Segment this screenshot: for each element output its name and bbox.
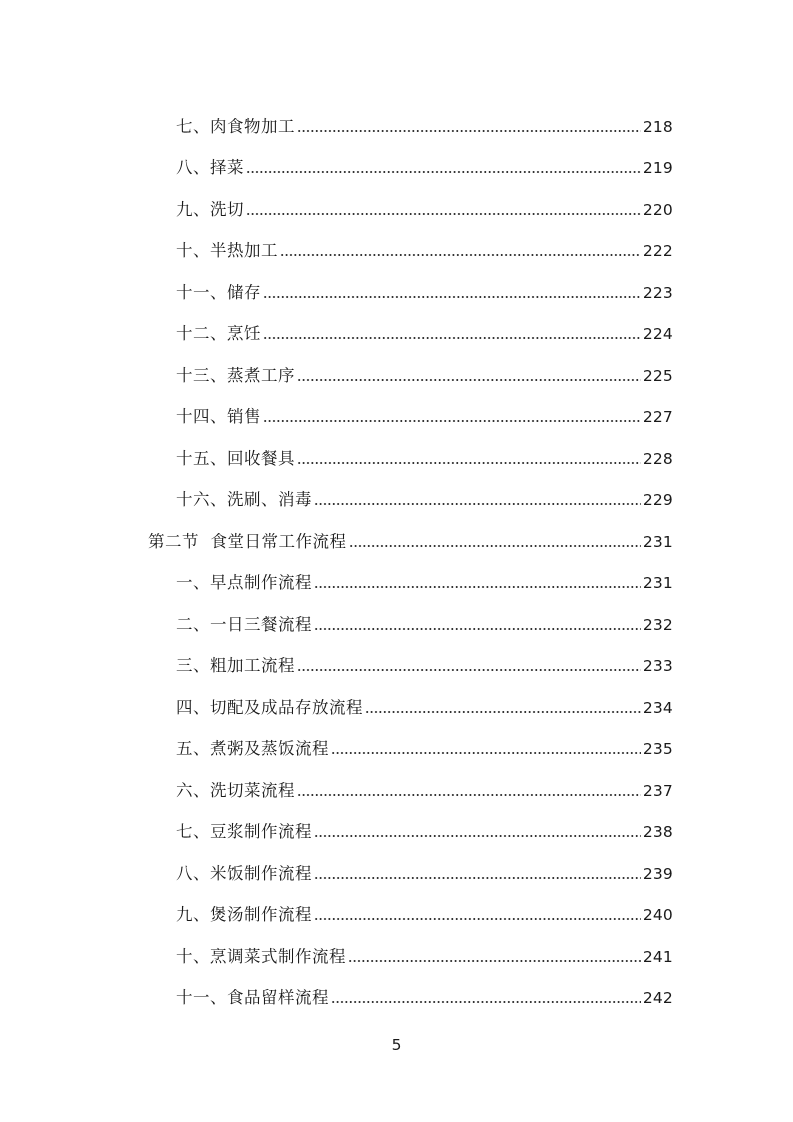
toc-dot-leader bbox=[297, 793, 641, 797]
toc-dot-leader bbox=[263, 336, 641, 340]
toc-entry-page: 231 bbox=[642, 532, 673, 551]
toc-entry-page: 234 bbox=[642, 698, 673, 717]
toc-dot-leader bbox=[297, 668, 641, 672]
toc-dot-leader bbox=[314, 502, 641, 506]
toc-entry-title: 十三、蒸煮工序 bbox=[176, 365, 295, 385]
toc-dot-leader bbox=[331, 751, 641, 755]
toc-entry-page: 218 bbox=[642, 117, 673, 136]
toc-entry-title: 十四、销售 bbox=[176, 407, 261, 426]
toc-entry-title: 十六、洗刷、消毒 bbox=[176, 490, 312, 509]
toc-entry[interactable] bbox=[0, 677, 793, 719]
table-of-contents bbox=[0, 96, 793, 1009]
toc-entry-page: 223 bbox=[642, 283, 673, 302]
toc-dot-leader bbox=[331, 1000, 641, 1004]
toc-dot-leader bbox=[297, 129, 641, 133]
toc-dot-leader bbox=[314, 627, 641, 631]
toc-entry-title: 七、豆浆制作流程 bbox=[176, 822, 312, 841]
toc-entry-title: 九、洗切 bbox=[176, 199, 244, 219]
toc-entry[interactable] bbox=[0, 926, 793, 968]
toc-entry-page: 224 bbox=[642, 325, 673, 343]
toc-dot-leader bbox=[314, 585, 641, 589]
toc-entry-page: 222 bbox=[642, 242, 673, 260]
toc-entry[interactable] bbox=[0, 428, 793, 470]
toc-dot-leader bbox=[314, 917, 641, 921]
toc-dot-leader bbox=[263, 295, 641, 299]
toc-entry-page: 240 bbox=[642, 906, 673, 924]
toc-entry[interactable] bbox=[0, 553, 793, 595]
toc-entry[interactable] bbox=[0, 262, 793, 304]
toc-entry-title: 八、择菜 bbox=[176, 158, 244, 177]
toc-dot-leader bbox=[263, 419, 641, 423]
toc-entry-page: 225 bbox=[642, 366, 673, 385]
toc-entry-page: 220 bbox=[642, 200, 673, 219]
toc-dot-leader bbox=[297, 461, 641, 465]
toc-entry[interactable] bbox=[0, 594, 793, 636]
toc-entry-title: 二、一日三餐流程 bbox=[176, 614, 312, 634]
toc-entry[interactable] bbox=[0, 802, 793, 844]
toc-entry[interactable] bbox=[0, 719, 793, 761]
toc-entry-title: 十五、回收餐具 bbox=[176, 448, 295, 468]
toc-dot-leader bbox=[349, 544, 641, 548]
toc-dot-leader bbox=[365, 710, 641, 714]
toc-entry-title: 八、米饭制作流程 bbox=[176, 863, 312, 883]
toc-entry-title: 十一、食品留样流程 bbox=[176, 988, 329, 1007]
toc-dot-leader bbox=[246, 212, 641, 216]
toc-entry-title: 三、粗加工流程 bbox=[176, 656, 295, 675]
toc-entry-title: 十一、储存 bbox=[176, 282, 261, 302]
toc-entry-title: 四、切配及成品存放流程 bbox=[176, 697, 363, 717]
toc-entry-title: 六、洗切菜流程 bbox=[176, 780, 295, 800]
toc-dot-leader bbox=[246, 170, 641, 174]
toc-entry-title: 七、肉食物加工 bbox=[176, 116, 295, 136]
toc-entry[interactable] bbox=[0, 138, 793, 180]
toc-entry-page: 229 bbox=[642, 491, 673, 509]
toc-entry-title: 十、烹调菜式制作流程 bbox=[176, 946, 346, 966]
toc-entry-page: 242 bbox=[642, 989, 673, 1007]
toc-entry-title: 九、煲汤制作流程 bbox=[176, 905, 312, 924]
toc-entry[interactable] bbox=[0, 470, 793, 512]
toc-entry-title: 五、煮粥及蒸饭流程 bbox=[176, 739, 329, 758]
toc-entry[interactable] bbox=[0, 843, 793, 885]
toc-entry-title: 十二、烹饪 bbox=[176, 324, 261, 343]
toc-entry-title: 十、半热加工 bbox=[176, 241, 278, 260]
toc-entry-page: 241 bbox=[642, 947, 673, 966]
toc-dot-leader bbox=[280, 253, 641, 257]
toc-dot-leader bbox=[297, 378, 641, 382]
toc-entry[interactable] bbox=[0, 387, 793, 429]
toc-entry-page: 231 bbox=[642, 574, 673, 592]
toc-entry[interactable] bbox=[0, 96, 793, 138]
toc-dot-leader bbox=[314, 876, 641, 880]
toc-entry-page: 239 bbox=[642, 864, 673, 883]
page-number: 5 bbox=[391, 1036, 402, 1054]
toc-entry-page: 219 bbox=[642, 159, 673, 177]
toc-entry[interactable] bbox=[0, 179, 793, 221]
toc-entry-title: 一、早点制作流程 bbox=[176, 573, 312, 592]
toc-entry-page: 235 bbox=[642, 740, 673, 758]
toc-entry-page: 237 bbox=[642, 781, 673, 800]
toc-section-title: 第二节 食堂日常工作流程 bbox=[148, 531, 347, 551]
toc-entry[interactable] bbox=[0, 760, 793, 802]
toc-entry-page: 228 bbox=[642, 449, 673, 468]
toc-entry[interactable] bbox=[0, 221, 793, 263]
toc-entry-page: 232 bbox=[642, 615, 673, 634]
toc-entry[interactable] bbox=[0, 636, 793, 678]
toc-dot-leader bbox=[314, 834, 641, 838]
toc-entry-page: 227 bbox=[642, 408, 673, 426]
toc-entry[interactable] bbox=[0, 968, 793, 1010]
toc-entry-page: 238 bbox=[642, 823, 673, 841]
toc-entry[interactable] bbox=[0, 345, 793, 387]
toc-entry[interactable] bbox=[0, 885, 793, 927]
toc-dot-leader bbox=[348, 959, 641, 963]
toc-section-entry[interactable] bbox=[0, 511, 793, 553]
toc-entry[interactable] bbox=[0, 304, 793, 346]
toc-entry-page: 233 bbox=[642, 657, 673, 675]
